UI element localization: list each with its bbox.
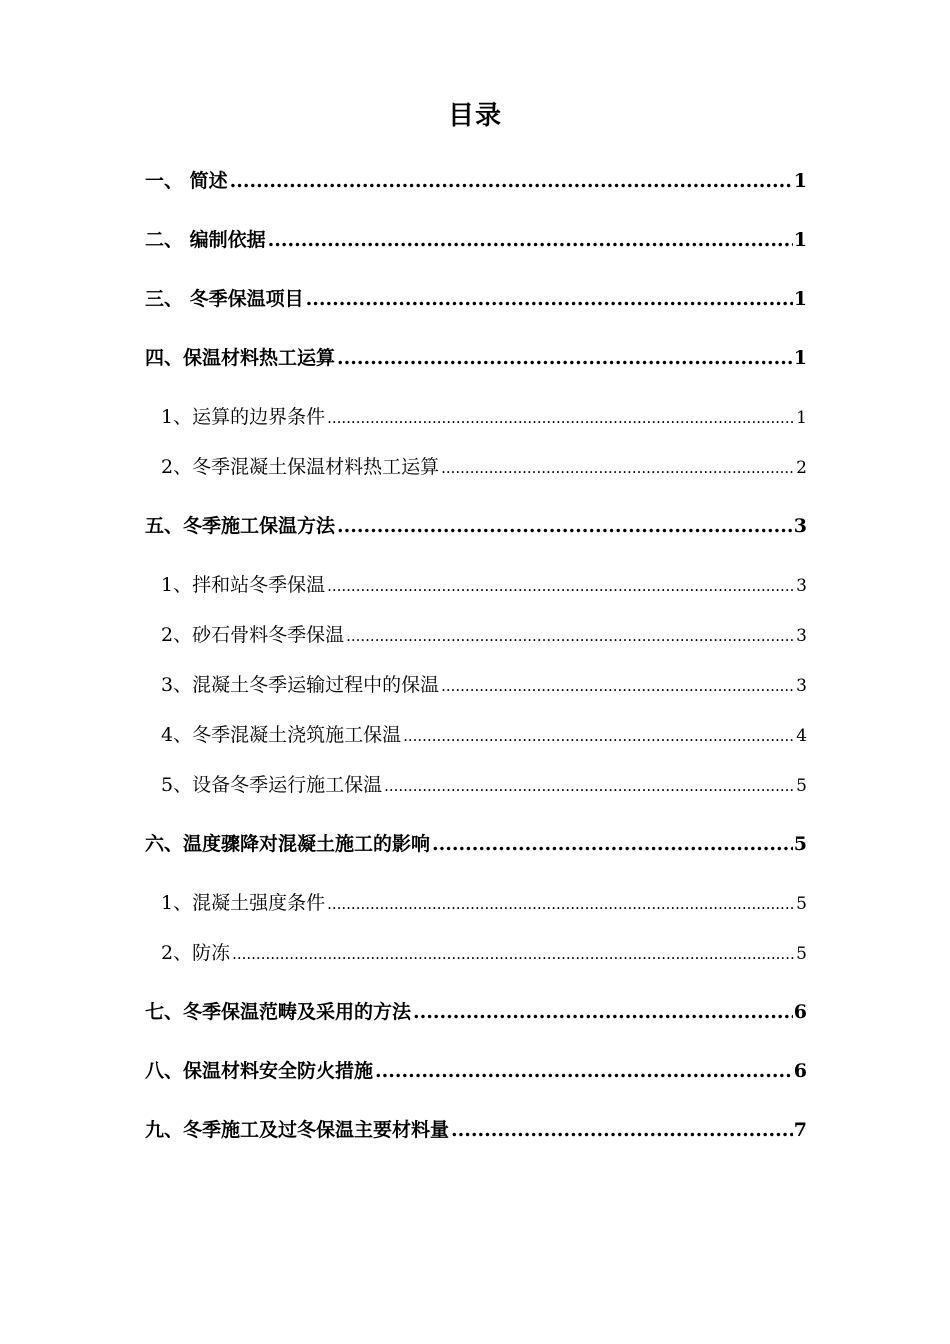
toc-subentry[interactable]: [145, 932, 807, 991]
toc-subentry[interactable]: [145, 614, 807, 664]
toc-entry-label: 八、保温材料安全防火措施: [145, 1060, 374, 1082]
toc-entry-label: 2、砂石骨料冬季保温: [161, 624, 345, 646]
toc-entry-label: 七、冬季保温范畴及采用的方法: [145, 1001, 412, 1023]
toc-entry-page: 3: [796, 626, 807, 646]
toc-entry-page: 5: [796, 894, 807, 914]
toc-subentry[interactable]: [145, 714, 807, 764]
toc-entry-page: 1: [793, 288, 807, 310]
toc-entry[interactable]: [145, 505, 807, 564]
dot-leader: [306, 278, 793, 320]
dot-leader: [441, 664, 795, 707]
toc-entry[interactable]: [145, 823, 807, 882]
toc-entry-label: 2、冬季混凝土保温材料热工运算: [161, 456, 440, 478]
toc-title: 目录: [447, 101, 502, 131]
toc-entry[interactable]: [145, 991, 807, 1050]
dot-leader: [268, 219, 793, 261]
toc-entry-label: 3、混凝土冬季运输过程中的保温: [161, 674, 440, 696]
dot-leader: [432, 823, 793, 865]
toc-entry-page: 3: [796, 676, 807, 696]
dot-leader: [403, 714, 795, 757]
toc-list: [145, 160, 807, 1168]
toc-subentry[interactable]: [145, 882, 807, 932]
dot-leader: [232, 932, 795, 975]
dot-leader: [337, 337, 793, 379]
dot-leader: [327, 882, 795, 925]
toc-entry[interactable]: [145, 278, 807, 337]
toc-entry-page: 5: [796, 944, 807, 964]
dot-leader: [451, 1109, 793, 1151]
toc-entry-label: 1、拌和站冬季保温: [161, 574, 326, 596]
toc-entry-page: 3: [796, 576, 807, 596]
dot-leader: [337, 505, 793, 547]
toc-entry-label: 5、设备冬季运行施工保温: [161, 774, 383, 796]
toc-entry[interactable]: [145, 1109, 807, 1168]
toc-entry-page: 3: [793, 515, 807, 537]
toc-entry-page: 6: [793, 1060, 807, 1082]
toc-entry-label: 4、冬季混凝土浇筑施工保温: [161, 724, 402, 746]
toc-entry[interactable]: [145, 1050, 807, 1109]
toc-entry-page: 7: [793, 1119, 807, 1141]
dot-leader: [230, 160, 793, 202]
toc-entry-label: 2、防冻: [161, 942, 231, 964]
toc-entry[interactable]: [145, 337, 807, 396]
dot-leader: [375, 1050, 793, 1092]
toc-subentry[interactable]: [145, 396, 807, 446]
toc-entry-page: 2: [796, 458, 807, 478]
dot-leader: [413, 991, 793, 1033]
dot-leader: [441, 446, 795, 489]
toc-entry-page: 6: [793, 1001, 807, 1023]
toc-subentry[interactable]: [145, 446, 807, 505]
toc-entry-page: 1: [793, 229, 807, 251]
toc-entry-label: 九、冬季施工及过冬保温主要材料量: [145, 1119, 450, 1141]
toc-entry-page: 1: [793, 170, 807, 192]
toc-subentry[interactable]: [145, 764, 807, 823]
toc-entry[interactable]: [145, 219, 807, 278]
toc-entry-label: 1、混凝土强度条件: [161, 892, 326, 914]
toc-entry-label: 四、保温材料热工运算: [145, 347, 336, 369]
toc-entry-label: 一、 简述: [145, 170, 228, 192]
toc-entry-page: 4: [796, 726, 807, 746]
dot-leader: [384, 764, 795, 807]
toc-entry-page: 1: [793, 347, 807, 369]
toc-subentry[interactable]: [145, 664, 807, 714]
dot-leader: [346, 614, 795, 657]
toc-entry[interactable]: [145, 160, 807, 219]
toc-subentry[interactable]: [145, 564, 807, 614]
toc-entry-page: 5: [796, 776, 807, 796]
toc-entry-label: 五、冬季施工保温方法: [145, 515, 336, 537]
toc-entry-page: 1: [796, 408, 807, 428]
toc-entry-page: 5: [793, 833, 807, 855]
dot-leader: [327, 564, 795, 607]
toc-entry-label: 二、 编制依据: [145, 229, 266, 251]
toc-entry-label: 三、 冬季保温项目: [145, 288, 304, 310]
toc-entry-label: 1、运算的边界条件: [161, 406, 326, 428]
dot-leader: [327, 396, 795, 439]
toc-entry-label: 六、温度骤降对混凝土施工的影响: [145, 833, 431, 855]
